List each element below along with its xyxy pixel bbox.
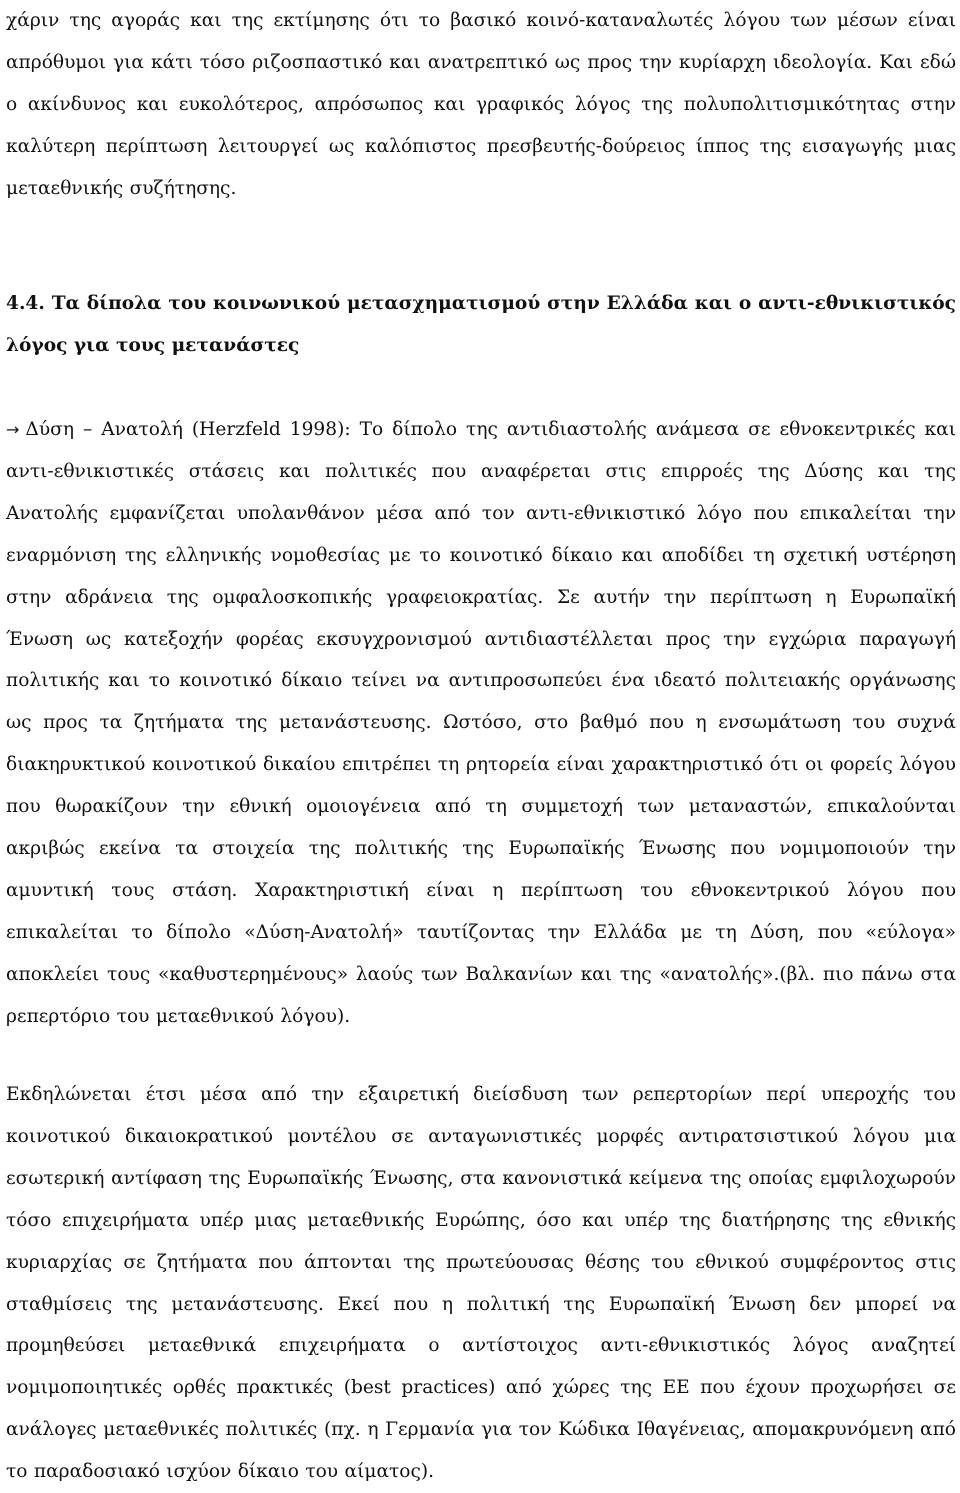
arrow-bullet-icon: → <box>6 420 20 439</box>
bullet-paragraph-text: Δύση – Ανατολή (Herzfeld 1998): Το δίπολο της αντιδιαστολής ανάμεσα σε εθνοκεντρικές και αντι-εθνικιστικές στάσεις και πολιτικές που αναφέρεται στις επιρροές της Δύσης και της Ανατολής εμφανίζεται υπολανθάνον μέσα από τον αντι-εθνικιστικό λόγο που επικαλείται την εναρμόνιση της ελληνικής νομοθεσίας με το κοινοτικό δίκαιο και αποδίδει τη σχετική υστέρηση στην αδράνεια της ομφαλοσκοπικής γραφειοκρατίας. Σε αυτήν την περίπτωση η Ευρωπαϊκή Ένωση ως κατεξοχήν φορέας εκσυγχρονισμού αντιδιαστέλλεται προς την εγχώρια παραγωγή πολιτικής και το κοινοτικό δίκαιο τείνει να αντιπροσωπεύει ένα ιδεατό πολιτειακής οργάνωσης ως προς τα ζητήματα της μετανάστευσης. Ωστόσο, στο βαθμό που η ενσωμάτωση του συχνά διακηρυκτικού κοινοτικού δικαίου επιτρέπει τη ρητορεία είναι χαρακτηριστικό ότι οι φορείς λόγου που θωρακίζουν την εθνική ομοιογένεια από τη συμμετοχή των μεταναστών, επικαλούνται ακριβώς εκείνα τα στοιχεία της πολιτικής της Ευρωπαϊκής Ένωσης που νομιμοποιούν την αμυντική τους στάση. Χαρακτηριστική είναι η περίπτωση του εθνοκεντρικού λόγου που επικαλείται το δίπολο «Δύση-Ανατολή» ταυτίζοντας την Ελλάδα με τη Δύση, που «εύλογα» αποκλείει τους «καθυστερημένους» λαούς των Βαλκανίων και της «ανατολής».(βλ. πιο πάνω στα ρεπερτόριο του μεταεθνικού λόγου). <box>6 419 956 1027</box>
section-heading: 4.4. Τα δίπολα του κοινωνικού μετασχηματισμού στην Ελλάδα και ο αντι-εθνικιστικός λόγος για τους μετανάστες <box>6 293 956 356</box>
bullet-paragraph <box>6 409 956 1038</box>
intro-paragraph: χάριν της αγοράς και της εκτίμησης ότι το βασικό κοινό-καταναλωτές λόγου των μέσων είναι απρόθυμοι για κάτι τόσο ριζοσπαστικό και ανατρεπτικό ως προς την κυρίαρχη ιδεολογία. Και εδώ ο ακίνδυνος και ευκολότερος, απρόσωπος και γραφικός λόγος της πολυπολιτισμικότητας στην καλύτερη περίπτωση λειτουργεί ως καλόπιστος πρεσβευτής-δούρειος ίππος της εισαγωγής μιας μεταεθνικής συζήτησης. <box>6 10 956 199</box>
closing-paragraph: Εκδηλώνεται έτσι μέσα από την εξαιρετική διείσδυση των ρεπερτορίων περί υπεροχής του κοινοτικού δικαιοκρατικού μοντέλου σε ανταγωνιστικές μορφές αντιρατσιστικού λόγου μια εσωτερική αντίφαση της Ευρωπαϊκής Ένωσης, στα κανονιστικά κείμενα της οποίας εμφιλοχωρούν τόσο επιχειρήματα υπέρ μιας μεταεθνικής Ευρώπης, όσο και υπέρ της διατήρησης της εθνικής κυριαρχίας σε ζητήματα που άπτονται της πρωτεύουσας θέσης του εθνικού συμφέροντος στις σταθμίσεις της μετανάστευσης. Εκεί που η πολιτική της Ευρωπαϊκή Ένωση δεν μπορεί να προμηθεύσει μεταεθνικά επιχειρήματα ο αντίστοιχος αντι-εθνικιστικός λόγος αναζητεί νομιμοποιητικές ορθές πρακτικές (best practices) από χώρες της ΕΕ που έχουν προχωρήσει σε ανάλογες μεταεθνικές πολιτικές (πχ. η Γερμανία για τον Κώδικα Ιθαγένειας, απομακρυνόμενη από το παραδοσιακό ισχύον δίκαιο του αίματος). <box>6 1084 956 1483</box>
